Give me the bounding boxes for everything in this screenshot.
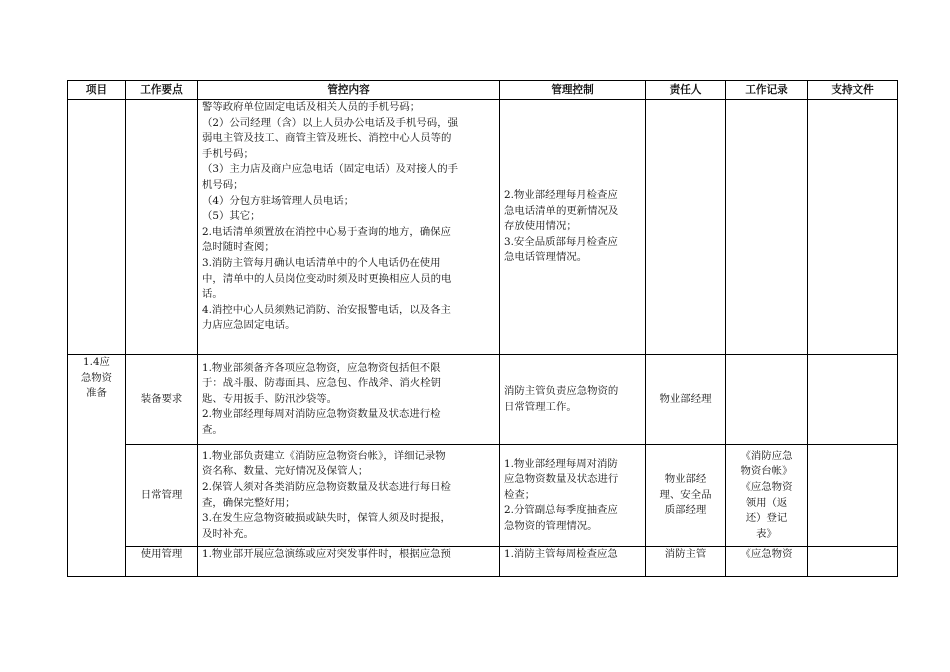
cell-management-control (500, 445, 646, 547)
table-row (68, 100, 898, 355)
content-line: 及时补充。 (202, 527, 254, 540)
cell-work-record: 《应急物资 (726, 547, 808, 577)
content-line: 机号码； (202, 178, 244, 191)
control-line: 1.消防主管每周检查应急 (504, 548, 618, 560)
cell-responsible (646, 445, 726, 547)
control-line: 急电话清单的更新情况及 (504, 204, 619, 217)
table-row (68, 355, 898, 445)
content-line: 查，确保完整好用； (202, 496, 296, 509)
cell-support-files (808, 547, 898, 577)
header-work-record: 工作记录 (726, 81, 808, 100)
cell-work-point: 装备要求 (126, 355, 198, 445)
content-line: （5）其它； (202, 210, 261, 223)
cell-work-point: 日常管理 (126, 445, 198, 547)
record-line: 表》 (756, 527, 777, 540)
header-management-control: 管理控制 (500, 81, 646, 100)
content-line: （4）分包方驻场管理人员电话； (202, 194, 355, 207)
content-line: 2.电话清单须置放在消控中心易于查询的地方，确保应 (202, 225, 451, 238)
header-support-files: 支持文件 (808, 81, 898, 100)
record-line: 还）登记 (745, 512, 788, 525)
cell-control-content (198, 547, 500, 577)
content-line: 2.保管人须对各类消防应急物资数量及状态进行每日检 (202, 480, 451, 493)
content-line: 手机号码； (202, 147, 254, 160)
owner-line: 理、安全品 (659, 488, 712, 501)
content-line: 3.在发生应急物资破损或缺失时，保管人须及时提报， (202, 512, 451, 525)
table-row (68, 547, 898, 577)
content-line: 警等政府单位固定电话及相关人员的手机号码； (202, 101, 421, 113)
header-item: 项目 (68, 81, 126, 100)
cell-work-record (726, 355, 808, 445)
record-line: 《应急物资 (740, 480, 793, 493)
control-line: 2.分管副总每季度抽查应 (504, 504, 618, 517)
cell-management-control (500, 100, 646, 355)
item-line: 准备 (86, 387, 107, 400)
content-line: 匙、专用扳手、防汛沙袋等。 (202, 392, 338, 405)
content-line: 资名称、数量、完好情况及保管人； (202, 465, 369, 478)
item-line: 1.4应 (83, 356, 110, 368)
header-control-content: 管控内容 (198, 81, 500, 100)
content-line: 弱电主管及技工、商管主管及班长、消控中心人员等的 (202, 132, 452, 145)
table-header-row (68, 81, 898, 100)
management-table (67, 80, 898, 577)
content-line: 4.消控中心人员须熟记消防、治安报警电话，以及各主 (202, 303, 451, 316)
cell-support-files (808, 355, 898, 445)
content-line: 查。 (202, 423, 223, 436)
cell-work-point (126, 100, 198, 355)
record-line: 物资台帐》 (740, 465, 793, 478)
control-line: 消防主管负责应急物资的 (504, 384, 619, 397)
content-line: 1.物业部须备齐各项应急物资，应急物资包括但不限 (202, 361, 441, 374)
cell-control-content (198, 355, 500, 445)
cell-support-files (808, 100, 898, 355)
cell-support-files (808, 445, 898, 547)
control-line: 1.物业部经理每周对消防 (504, 457, 618, 470)
content-line: 中，清单中的人员岗位变动时须及时更换相应人员的电 (202, 272, 452, 285)
cell-control-content (198, 445, 500, 547)
control-line: 检查； (504, 488, 536, 501)
header-responsible: 责任人 (646, 81, 726, 100)
content-line: 3.消防主管每月确认电话清单中的个人电话仍在使用 (202, 256, 441, 269)
cell-management-control (500, 355, 646, 445)
control-line: 急电话管理情况。 (504, 251, 588, 264)
cell-work-point: 使用管理 (126, 547, 198, 577)
cell-work-record (726, 445, 808, 547)
cell-work-record (726, 100, 808, 355)
cell-item (68, 100, 126, 355)
content-line: （3）主力店及商户应急电话（固定电话）及对接人的手 (202, 163, 458, 176)
item-line: 急物资 (80, 371, 113, 384)
content-line: 力店应急固定电话。 (202, 319, 296, 332)
record-line: 《消防应急 (740, 449, 793, 462)
content-line: 于：战斗服、防毒面具、应急包、作战斧、消火栓钥 (202, 377, 441, 390)
header-work-point: 工作要点 (126, 81, 198, 100)
content-line: 2.物业部经理每周对消防应急物资数量及状态进行检 (202, 408, 441, 421)
control-line: 2.物业部经理每月检查应 (504, 189, 618, 202)
control-line: 存放使用情况； (504, 220, 577, 233)
owner-line: 质部经理 (664, 504, 707, 517)
record-line: 领用（返 (745, 496, 788, 509)
content-line: （2）公司经理（含）以上人员办公电话及手机号码，强 (202, 116, 458, 129)
control-line: 应急物资数量及状态进行 (504, 473, 619, 486)
content-line: 急时随时查阅； (202, 241, 275, 254)
cell-responsible: 消防主管 (646, 547, 726, 577)
cell-responsible: 物业部经理 (646, 355, 726, 445)
cell-item-emergency-supplies (68, 355, 126, 577)
cell-responsible (646, 100, 726, 355)
cell-control-content (198, 100, 500, 355)
control-line: 急物资的管理情况。 (504, 519, 598, 532)
control-line: 3.安全品质部每月检查应 (504, 235, 618, 248)
content-line: 1.物业部开展应急演练或应对突发事件时，根据应急预 (202, 548, 451, 560)
owner-line: 物业部经 (664, 473, 707, 486)
table-row (68, 445, 898, 547)
control-line: 日常管理工作。 (504, 400, 577, 413)
content-line: 1.物业部负责建立《消防应急物资台帐》，详细记录物 (202, 449, 446, 462)
cell-management-control (500, 547, 646, 577)
content-line: 话。 (202, 288, 223, 301)
